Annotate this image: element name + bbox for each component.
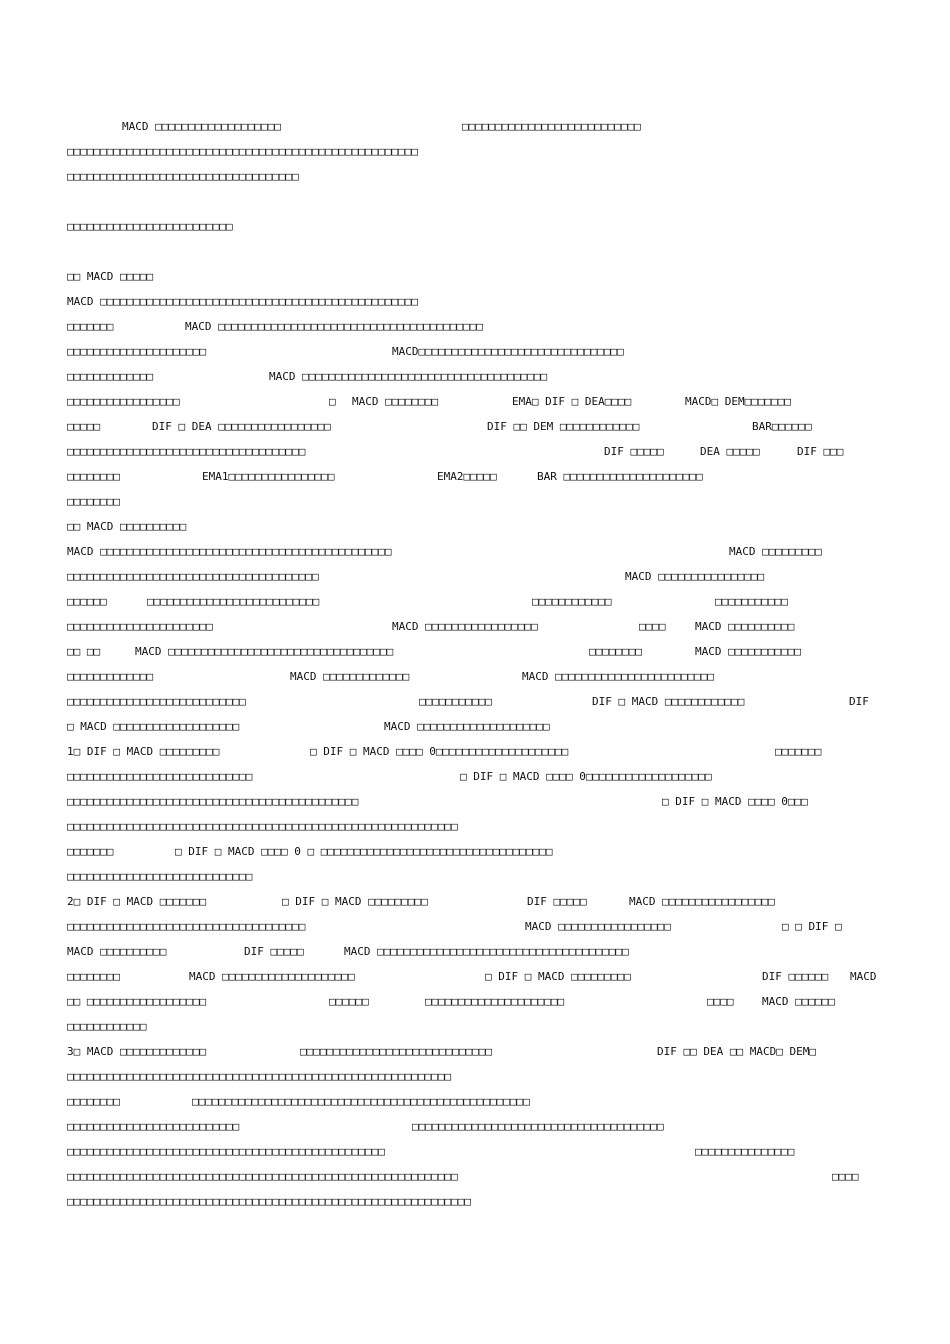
- text-segment: □□□□□: [67, 420, 101, 433]
- paragraph-line: [67, 792, 887, 812]
- text-segment: □□□□□□□□□□□□□□□□□□□□□□□□□□□□□□□□□□□□□□□□□□□□□□□□: [67, 1145, 385, 1158]
- text-segment: 1□ DIF □ MACD □□□□□□□□□: [67, 745, 220, 758]
- paragraph-line: [67, 1167, 887, 1187]
- text-segment: MACD □□□□□□□□: [352, 395, 439, 408]
- text-segment: DIF □□□□□: [604, 445, 664, 458]
- text-segment: □□ □□: [67, 645, 101, 658]
- text-segment: □□□□□□□□□□□□: [67, 1020, 147, 1033]
- text-segment: MACD □□□□□□□□□□□□□□□□□□□□□□□□□□□□□□□□□□□□□: [269, 370, 548, 383]
- text-segment: EMA2□□□□□: [437, 470, 497, 483]
- text-segment: 3□ MACD □□□□□□□□□□□□□: [67, 1045, 207, 1058]
- paragraph-line: [67, 417, 887, 437]
- text-segment: □□□□□□□□□□□□□□□□□□□□□□□□□: [67, 220, 233, 233]
- paragraph-line: [67, 342, 887, 362]
- text-segment: □ DIF □ MACD □□□□ 0□□□□□□□□□□□□□□□□□□□□: [310, 745, 569, 758]
- paragraph-line: [67, 1192, 887, 1212]
- text-segment: DIF □ DEA □□□□□□□□□□□□□□□□□: [152, 420, 331, 433]
- text-segment: DIF □ MACD □□□□□□□□□□□□: [592, 695, 745, 708]
- paragraph-line: [67, 567, 887, 587]
- text-segment: DIF □□□□□: [244, 945, 304, 958]
- paragraph-line: [67, 992, 887, 1012]
- text-segment: □□□□: [832, 1170, 859, 1183]
- text-segment: DIF □□ DEM □□□□□□□□□□□□: [487, 420, 640, 433]
- text-segment: MACD □□□□□□□□□□: [695, 620, 795, 633]
- paragraph-line: [67, 617, 887, 637]
- text-segment: □□□□□□□□□□□□□□□□□□□□□□□□□□□□□□□□□□□: [67, 170, 299, 183]
- paragraph-line: [67, 842, 887, 862]
- paragraph-line: [67, 442, 887, 462]
- text-segment: MACD □□□□□□□□□□□□□□□□□□□□: [384, 720, 550, 733]
- text-segment: MACD □□□□□□□□□□□□□□□□□: [392, 620, 538, 633]
- text-segment: □□□□□□□□□□□□□□□□□□□□□□□□□□: [67, 1120, 240, 1133]
- paragraph-line: [67, 367, 887, 387]
- text-segment: □□□□□□□: [67, 845, 114, 858]
- paragraph-line: [67, 217, 887, 237]
- text-segment: MACD □□□□□□□□□□□□□□□□: [625, 570, 765, 583]
- text-segment: □□□□□□□□□□□□□□□□□□□□□□□□□□□□□□□□□□□□□□□□□□□□: [67, 795, 359, 808]
- text-segment: 2□ DIF □ MACD □□□□□□□: [67, 895, 207, 908]
- paragraph-line: [67, 767, 887, 787]
- text-segment: □□□□□□□□□□□□□□□□□□□□□□□□□□□□□□□□□□□□□□□□□□□□□□□□□□□□□□□□□□□: [67, 1170, 458, 1183]
- text-segment: □ □ DIF □: [782, 920, 842, 933]
- paragraph-line: [67, 1142, 887, 1162]
- text-segment: □ DIF □ MACD □□□□ 0□□□: [662, 795, 808, 808]
- text-segment: □□ MACD □□□□□□□□□□: [67, 520, 187, 533]
- paragraph-line: [67, 592, 887, 612]
- paragraph-line: [67, 317, 887, 337]
- text-segment: □□□□□□□□□□□□□□□: [695, 1145, 795, 1158]
- text-segment: DIF: [849, 695, 869, 708]
- paragraph-line: [67, 692, 887, 712]
- text-segment: □□□□□□□□: [67, 1095, 120, 1108]
- text-segment: □ MACD □□□□□□□□□□□□□□□□□□□: [67, 720, 240, 733]
- paragraph-line: [67, 117, 887, 137]
- text-segment: □□□□: [707, 995, 734, 1008]
- paragraph-line: [67, 917, 887, 937]
- text-segment: MACD: [850, 970, 877, 983]
- text-segment: BAR□□□□□□: [752, 420, 812, 433]
- text-segment: □□□□□□□□□□□□□□□□□□□□□: [67, 345, 207, 358]
- text-segment: MACD □□□□□□□□□□□□□□□□□□□□□□□□□□□□□□□□□□□□□□□□□□□□: [67, 545, 392, 558]
- text-segment: □□□□□□□□: [589, 645, 642, 658]
- text-segment: MACD □□□□□□□□□□: [67, 945, 167, 958]
- list-item: [67, 742, 887, 762]
- text-segment: DIF □□ DEA □□ MACD□ DEM□: [657, 1045, 816, 1058]
- text-segment: MACD □□□□□□□□□□□□□□□□□□□□□□□□□□□□□□□□□□: [135, 645, 394, 658]
- text-segment: DIF □□□□□□: [762, 970, 829, 983]
- text-segment: DIF □□□□□: [527, 895, 587, 908]
- paragraph-line: [67, 1092, 887, 1112]
- text-segment: □□□□□□□□□□□□□□□□□□□□□□□□□□□: [67, 695, 246, 708]
- text-segment: MACD □□□□□□□□□□□□□□□□□: [629, 895, 775, 908]
- paragraph-line: [67, 717, 887, 737]
- text-segment: MACD□ DEM□□□□□□□: [685, 395, 791, 408]
- paragraph-line: [67, 1017, 887, 1037]
- text-segment: □□□□□□□□□□□□□□□□□□□□□□□□□□□□□□□□□□□□□□□□□□□□□□□□□□□□□: [67, 145, 418, 158]
- text-segment: MACD □□□□□□□□□□□□□□□□□□□: [122, 120, 281, 133]
- text-segment: □□□□□□□□□□□□□□□□□□□□□□□□□□□□: [67, 870, 253, 883]
- paragraph-line: [67, 167, 887, 187]
- text-segment: □□□□□□□□□□□□□□□□□□□□□□□□□□□: [462, 120, 641, 133]
- text-segment: DEA □□□□□: [700, 445, 760, 458]
- paragraph-line: [67, 667, 887, 687]
- text-segment: □□□□□□□□□□□□□□□□□□□□□□□□□□□□□□□□□□□□□□: [67, 570, 319, 583]
- text-segment: □□□□□□□□□□□□□□□□□: [67, 395, 180, 408]
- text-segment: MACD □□□□□□: [762, 995, 835, 1008]
- text-segment: □□□□□□□□□□□□□□□□□□□□□□□□□□□□□□□□□□□□: [67, 445, 306, 458]
- text-segment: □ DIF □ MACD □□□□□□□□□: [485, 970, 631, 983]
- text-segment: MACD □□□□□□□□□□□□□□□□□□□□□□□□□□□□□□□□□□□□□□□□□□□□□□□□: [67, 295, 418, 308]
- text-segment: □□□□□□□□□□□□□□□□□□□□□□□□□□□□□□□□□□□□□□□□□□□□□□□□□□□: [192, 1095, 530, 1108]
- text-segment: □ DIF □ MACD □□□□ 0□□□□□□□□□□□□□□□□□□□: [460, 770, 712, 783]
- paragraph-line: [67, 1117, 887, 1137]
- text-segment: MACD □□□□□□□□□: [729, 545, 822, 558]
- text-segment: □□□□□□□□□□□□□□□□□□□□□□□□□□□□□□□□□□□□: [67, 920, 306, 933]
- text-segment: MACD□□□□□□□□□□□□□□□□□□□□□□□□□□□□□□□: [392, 345, 624, 358]
- paragraph-line: [67, 867, 887, 887]
- paragraph-line: [67, 142, 887, 162]
- text-segment: □□ □□□□□□□□□□□□□□□□□□: [67, 995, 207, 1008]
- text-segment: □□□□□□□□□□□□□□□□□□□□□□□□□□□□□□□□□□□□□□□□□□□□□□□□□□□□□□□□□□□□□: [67, 1195, 471, 1208]
- text-segment: □□□□□□□□□□□□□□□□□□□□□□□□□□□□□: [300, 1045, 493, 1058]
- text-segment: □□□□□□□□□□□□□□□□□□□□□□□□□□: [147, 595, 320, 608]
- text-segment: MACD □□□□□□□□□□□□□□□□□□□□□□□□: [522, 670, 715, 683]
- text-segment: BAR □□□□□□□□□□□□□□□□□□□□□: [537, 470, 703, 483]
- text-segment: □□□□□□□□□□□□□□□□□□□□□□: [67, 620, 213, 633]
- text-segment: DIF □□□: [797, 445, 844, 458]
- paragraph-line: [67, 967, 887, 987]
- text-segment: □□□□□□□□□□□: [419, 695, 492, 708]
- list-item: [67, 1042, 887, 1062]
- paragraph-line: [67, 817, 887, 837]
- text-segment: □□□□□□□□□□□□: [532, 595, 612, 608]
- text-segment: □□□□□□□□□□□: [715, 595, 788, 608]
- text-segment: □□□□□□: [67, 595, 107, 608]
- paragraph-line: [67, 292, 887, 312]
- paragraph-line: [67, 492, 887, 512]
- text-segment: MACD □□□□□□□□□□□□□: [290, 670, 410, 683]
- text-segment: □□□□□□□□□□□□□□□□□□□□□□□□□□□□□□□□□□□□□□□□□□□□□□□□□□□□□□□□□□□: [67, 820, 458, 833]
- text-segment: □□□□□□□□: [67, 970, 120, 983]
- paragraph-line: [67, 1067, 887, 1087]
- paragraph-line: [67, 542, 887, 562]
- paragraph-line: [67, 642, 887, 662]
- text-segment: □□□□□□□□□□□□□□□□□□□□□□□□□□□□: [67, 770, 253, 783]
- text-segment: □□□□□□□□□□□□□□□□□□□□□□□□□□□□□□□□□□□□□□□□□□□□□□□□□□□□□□□□□□: [67, 1070, 452, 1083]
- text-segment: MACD □□□□□□□□□□□□□□□□□: [525, 920, 671, 933]
- text-segment: □□ MACD □□□□□: [67, 270, 154, 283]
- text-segment: MACD □□□□□□□□□□□□□□□□□□□□: [189, 970, 355, 983]
- section-heading: [67, 267, 887, 287]
- text-segment: □ DIF □ MACD □□□□ 0 □ □□□□□□□□□□□□□□□□□□□□□□□□□□□□□□□□□□□: [175, 845, 553, 858]
- text-segment: EMA1□□□□□□□□□□□□□□□□: [202, 470, 335, 483]
- text-segment: □□□□□□□: [775, 745, 822, 758]
- text-segment: □□□□□□□□: [67, 495, 120, 508]
- paragraph-line: [67, 392, 887, 412]
- section-heading: [67, 517, 887, 537]
- text-segment: □: [329, 395, 336, 408]
- text-segment: MACD □□□□□□□□□□□□□□□□□□□□□□□□□□□□□□□□□□□□□□□□: [185, 320, 484, 333]
- text-segment: EMA□ DIF □ DEA□□□□: [512, 395, 632, 408]
- list-item: [67, 892, 887, 912]
- paragraph-line: [67, 942, 887, 962]
- text-segment: □□□□□□□□: [67, 470, 120, 483]
- text-segment: MACD □□□□□□□□□□□□□□□□□□□□□□□□□□□□□□□□□□□□□□: [344, 945, 629, 958]
- text-segment: □□□□□□: [329, 995, 369, 1008]
- text-segment: □□□□□□□□□□□□□□□□□□□□□: [425, 995, 565, 1008]
- text-segment: □□□□: [639, 620, 666, 633]
- paragraph-line: [67, 467, 887, 487]
- text-segment: □□□□□□□□□□□□□: [67, 670, 154, 683]
- text-segment: □ DIF □ MACD □□□□□□□□□: [282, 895, 428, 908]
- text-segment: □□□□□□□□□□□□□: [67, 370, 154, 383]
- text-segment: □□□□□□□□□□□□□□□□□□□□□□□□□□□□□□□□□□□□□□: [412, 1120, 664, 1133]
- text-segment: □□□□□□□: [67, 320, 114, 333]
- text-segment: MACD □□□□□□□□□□□: [695, 645, 801, 658]
